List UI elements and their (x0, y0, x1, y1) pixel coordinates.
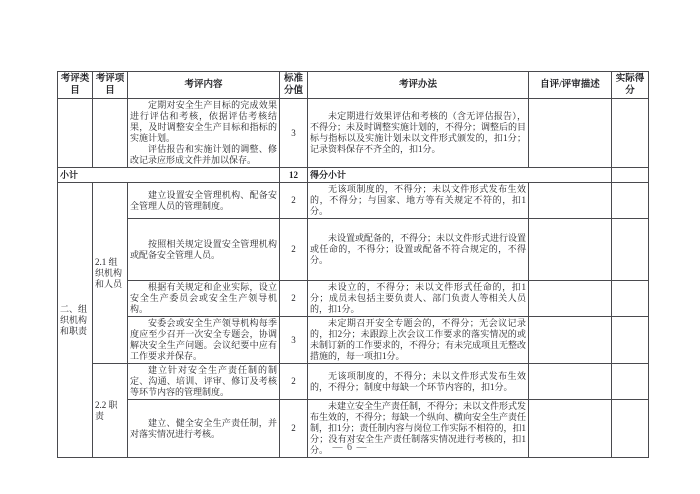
cell-category-empty (58, 99, 93, 168)
page-number: — 6 — (332, 442, 368, 453)
header-item: 考评项目 (93, 72, 128, 99)
cell-actual-empty (612, 317, 649, 364)
subtotal-row (58, 168, 649, 183)
cell-actual-empty (612, 364, 649, 400)
table-header-row (58, 72, 649, 99)
cell-content (128, 99, 280, 168)
cell-score: 3 (280, 317, 308, 364)
cell-method (308, 364, 529, 400)
method-paragraph: 未定期进行效果评估和考核的（含无评估报告），不得分；未及时调整实施计划的，不得分；调整后的目标与指标以及实施计划未以文件形式颁发的，扣1分；记录资料保存不齐全的，扣1分。 (310, 111, 527, 154)
cell-actual-empty (612, 183, 649, 219)
table-row (58, 183, 649, 219)
table-row (58, 364, 649, 400)
cell-score: 2 (280, 364, 308, 400)
cell-method (308, 219, 529, 281)
cell-content (128, 281, 280, 317)
cell-actual-empty (612, 99, 649, 168)
cell-score: 2 (280, 219, 308, 281)
header-content: 考评内容 (128, 72, 280, 99)
cell-content (128, 183, 280, 219)
cell-review-empty (529, 364, 612, 400)
cell-score: 2 (280, 183, 308, 219)
content-paragraph: 定期对安全生产目标的完成效果进行评估和考核，依据评估考核结果，及时调整安全生产目标和指标的实施计划。 (130, 100, 277, 143)
table-row (58, 281, 649, 317)
cell-item-label-2-2: 2.2 职责 (93, 364, 128, 458)
content-paragraph: 根据有关规定和企业实际，设立安全生产委员会或安全生产领导机构。 (130, 282, 277, 314)
cell-item-empty (93, 99, 128, 168)
content-paragraph: 按照相关规定设置安全管理机构或配备安全管理人员。 (130, 238, 277, 260)
cell-content (128, 317, 280, 364)
cell-review-empty (529, 99, 612, 168)
method-paragraph: 未定期召开安全专题会的，不得分；无会议记录的，扣2分；未跟踪上次会议工作要求的落实情况的或未制订新的工作要求的，不得分；有未完成项且无整改措施的，每一项扣1分。 (310, 318, 527, 361)
cell-method (308, 317, 529, 364)
cell-content (128, 364, 280, 400)
content-paragraph: 建立、健全安全生产责任制，并对落实情况进行考核。 (130, 417, 277, 439)
cell-score: 3 (280, 99, 308, 168)
cell-item-label-2-1: 2.1 组织机构和人员 (93, 183, 128, 364)
cell-score: 2 (280, 400, 308, 458)
subtotal-method-label: 得分小计 (308, 168, 612, 183)
method-paragraph: 未设立的，不得分；未以文件形式任命的，扣1分；成员未包括主要负责人、部门负责人等相关人员的，扣1分。 (310, 282, 526, 314)
header-review: 自评/评审描述 (529, 72, 612, 99)
content-paragraph: 评估报告和实施计划的调整、修改记录应形成文件并加以保存。 (130, 144, 277, 165)
cell-method (308, 183, 529, 219)
evaluation-table (57, 71, 649, 458)
cell-content (128, 219, 280, 281)
cell-review-empty (529, 219, 612, 281)
subtotal-score: 12 (280, 168, 308, 183)
cell-review-empty (529, 281, 612, 317)
cell-actual-empty (612, 168, 649, 183)
cell-method (308, 99, 529, 168)
table-row (58, 99, 649, 168)
header-score: 标准分值 (280, 72, 308, 99)
header-method: 考评办法 (308, 72, 529, 99)
method-paragraph: 无该项制度的，不得分；未以文件形式发布生效的，不得分；制度中每缺一个环节内容的，扣1分。 (310, 370, 526, 392)
method-paragraph: 未建立安全生产责任制，不得分；未以文件形式发布生效的，不得分；每缺一个纵向、横向安全生产责任制，扣1分；责任制内容与岗位工作实际不相符的，扣1分；没有对安全生产责任制落实情况进行考核的，扣1分。 (310, 401, 527, 455)
cell-method (308, 281, 529, 317)
table-row (58, 317, 649, 364)
cell-actual-empty (612, 219, 649, 281)
header-actual: 实际得分 (612, 72, 649, 99)
cell-actual-empty (612, 281, 649, 317)
cell-score: 2 (280, 281, 308, 317)
subtotal-label: 小计 (58, 168, 280, 183)
content-paragraph: 建立设置安全管理机构、配备安全管理人员的管理制度。 (130, 189, 277, 211)
cell-category-label: 二、组织机构和职责 (58, 183, 93, 458)
content-paragraph: 安委会或安全生产领导机构每季度应至少召开一次安全专题会，协调解决安全生产问题。会议纪要中应有工作要求并保存。 (130, 318, 277, 361)
cell-review-empty (529, 317, 612, 364)
table-row (58, 219, 649, 281)
content-paragraph: 建立针对安全生产责任制的制定、沟通、培训、评审、修订及考核等环节内容的管理制度。 (130, 365, 277, 397)
header-category: 考评类目 (58, 72, 93, 99)
method-paragraph: 无该项制度的，不得分；未以文件形式发布生效的，不得分；与国家、地方等有关规定不符的，扣1分。 (310, 184, 526, 216)
cell-review-empty (529, 183, 612, 219)
method-paragraph: 未设置或配备的，不得分；未以文件形式进行设置或任命的，不得分；设置或配备不符合规定的，不得分。 (310, 233, 527, 265)
